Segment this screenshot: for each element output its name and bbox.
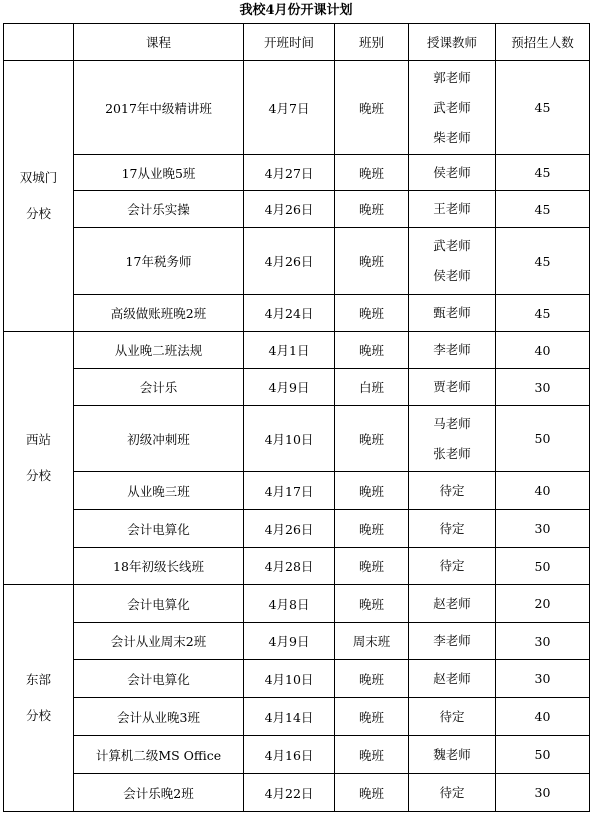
class-cell: 晚班 (335, 774, 409, 812)
class-cell: 白班 (335, 369, 409, 406)
teacher-name: 赵老师 (433, 595, 471, 611)
teacher-cell (409, 660, 496, 698)
table-row (4, 698, 590, 736)
course-cell: 18年初级长线班 (74, 548, 244, 585)
teacher-cell (409, 585, 496, 623)
table-row (4, 155, 590, 191)
course-cell: 17从业晚5班 (74, 155, 244, 191)
enrollment-cell: 30 (496, 660, 590, 698)
course-cell: 2017年中级精讲班 (74, 61, 244, 155)
enrollment-cell: 40 (496, 698, 590, 736)
header-row (4, 24, 590, 61)
class-cell: 晚班 (335, 660, 409, 698)
teacher-name: 柴老师 (433, 129, 471, 145)
enrollment-cell: 30 (496, 369, 590, 406)
course-cell: 会计电算化 (74, 585, 244, 623)
teacher-cell (409, 228, 496, 295)
date-cell: 4月26日 (244, 228, 335, 295)
teacher-cell (409, 623, 496, 660)
teacher-cell (409, 406, 496, 472)
campus-name-line: 东部 (25, 672, 51, 687)
course-cell: 会计乐实操 (74, 191, 244, 228)
teacher-name: 待定 (439, 784, 465, 800)
course-cell: 会计从业周末2班 (74, 623, 244, 660)
course-plan-table (3, 23, 590, 812)
table-row (4, 332, 590, 369)
enrollment-cell: 50 (496, 406, 590, 472)
teacher-cell (409, 548, 496, 585)
header-cell-date: 开班时间 (244, 24, 335, 61)
course-cell: 会计乐晚2班 (74, 774, 244, 812)
teacher-cell (409, 155, 496, 191)
enrollment-cell: 45 (496, 61, 590, 155)
table-row (4, 623, 590, 660)
class-cell: 晚班 (335, 191, 409, 228)
date-cell: 4月27日 (244, 155, 335, 191)
date-cell: 4月16日 (244, 736, 335, 774)
date-cell: 4月1日 (244, 332, 335, 369)
campus-name-line: 分校 (25, 468, 51, 483)
teacher-name: 李老师 (433, 633, 471, 648)
table-row (4, 406, 590, 472)
header-cell-class: 班别 (335, 24, 409, 61)
teacher-name: 待定 (439, 558, 465, 573)
date-cell: 4月22日 (244, 774, 335, 812)
teacher-name: 王老师 (433, 201, 471, 216)
enrollment-cell: 30 (496, 623, 590, 660)
class-cell: 晚班 (335, 61, 409, 155)
table-row (4, 472, 590, 510)
campus-cell (4, 332, 74, 585)
teacher-cell (409, 369, 496, 406)
table-row (4, 548, 590, 585)
date-cell: 4月17日 (244, 472, 335, 510)
date-cell: 4月26日 (244, 510, 335, 548)
class-cell: 晚班 (335, 472, 409, 510)
enrollment-cell: 45 (496, 155, 590, 191)
campus-name-line: 西站 (25, 432, 51, 447)
class-cell: 晚班 (335, 155, 409, 191)
enrollment-cell: 20 (496, 585, 590, 623)
teacher-name: 赵老师 (433, 670, 471, 686)
teacher-cell (409, 698, 496, 736)
teacher-name: 马老师 (433, 415, 471, 431)
table-row (4, 660, 590, 698)
date-cell: 4月7日 (244, 61, 335, 155)
teacher-name: 魏老师 (433, 746, 471, 762)
table-row (4, 510, 590, 548)
date-cell: 4月14日 (244, 698, 335, 736)
header-cell-teacher: 授课教师 (409, 24, 496, 61)
date-cell: 4月10日 (244, 406, 335, 472)
teacher-name: 贾老师 (433, 379, 471, 394)
class-cell: 晚班 (335, 510, 409, 548)
table-row (4, 369, 590, 406)
teacher-name: 郭老师 (433, 69, 471, 85)
course-cell: 从业晚二班法规 (74, 332, 244, 369)
course-cell: 初级冲刺班 (74, 406, 244, 472)
teacher-name: 侯老师 (433, 164, 471, 180)
enrollment-cell: 40 (496, 472, 590, 510)
teacher-cell (409, 191, 496, 228)
date-cell: 4月8日 (244, 585, 335, 623)
teacher-name: 侯老师 (433, 268, 471, 283)
header-cell-course: 课程 (74, 24, 244, 61)
teacher-name: 待定 (439, 520, 465, 536)
course-cell: 会计从业晚3班 (74, 698, 244, 736)
campus-name-line: 分校 (25, 708, 51, 723)
teacher-cell (409, 332, 496, 369)
table-row (4, 585, 590, 623)
course-cell: 会计电算化 (74, 510, 244, 548)
header-cell-enrollment: 预招生人数 (496, 24, 590, 61)
class-cell: 晚班 (335, 585, 409, 623)
table-row (4, 228, 590, 295)
date-cell: 4月9日 (244, 623, 335, 660)
teacher-name: 李老师 (433, 342, 471, 357)
teacher-name: 待定 (439, 482, 465, 498)
date-cell: 4月26日 (244, 191, 335, 228)
course-cell: 计算机二级MS Office (74, 736, 244, 774)
enrollment-cell: 50 (496, 736, 590, 774)
teacher-name: 武老师 (433, 238, 471, 253)
enrollment-cell: 50 (496, 548, 590, 585)
enrollment-cell: 45 (496, 295, 590, 332)
enrollment-cell: 40 (496, 332, 590, 369)
enrollment-cell: 30 (496, 510, 590, 548)
class-cell: 晚班 (335, 698, 409, 736)
course-cell: 高级做账班晚2班 (74, 295, 244, 332)
class-cell: 晚班 (335, 332, 409, 369)
teacher-cell (409, 295, 496, 332)
enrollment-cell: 30 (496, 774, 590, 812)
campus-name-line: 双城门 (19, 170, 58, 185)
teacher-cell (409, 61, 496, 155)
teacher-cell (409, 472, 496, 510)
campus-cell (4, 585, 74, 812)
page-title: 我校4月份开课计划 (239, 3, 353, 18)
course-cell: 17年税务师 (74, 228, 244, 295)
course-cell: 会计乐 (74, 369, 244, 406)
teacher-cell (409, 774, 496, 812)
date-cell: 4月10日 (244, 660, 335, 698)
teacher-name: 武老师 (433, 99, 471, 115)
class-cell: 晚班 (335, 228, 409, 295)
teacher-cell (409, 510, 496, 548)
teacher-name: 待定 (439, 708, 465, 724)
date-cell: 4月24日 (244, 295, 335, 332)
table-row (4, 774, 590, 812)
table-row (4, 191, 590, 228)
teacher-name: 甄老师 (433, 305, 471, 320)
class-cell: 晚班 (335, 406, 409, 472)
campus-name-line: 分校 (25, 206, 51, 221)
table-row (4, 61, 590, 155)
teacher-cell (409, 736, 496, 774)
table-row (4, 295, 590, 332)
class-cell: 晚班 (335, 295, 409, 332)
header-cell-campus (4, 24, 74, 61)
enrollment-cell: 45 (496, 228, 590, 295)
teacher-name: 张老师 (433, 445, 471, 461)
course-cell: 会计电算化 (74, 660, 244, 698)
date-cell: 4月9日 (244, 369, 335, 406)
campus-cell (4, 61, 74, 332)
course-cell: 从业晚三班 (74, 472, 244, 510)
class-cell: 周末班 (335, 623, 409, 660)
class-cell: 晚班 (335, 548, 409, 585)
table-row (4, 736, 590, 774)
enrollment-cell: 45 (496, 191, 590, 228)
class-cell: 晚班 (335, 736, 409, 774)
date-cell: 4月28日 (244, 548, 335, 585)
